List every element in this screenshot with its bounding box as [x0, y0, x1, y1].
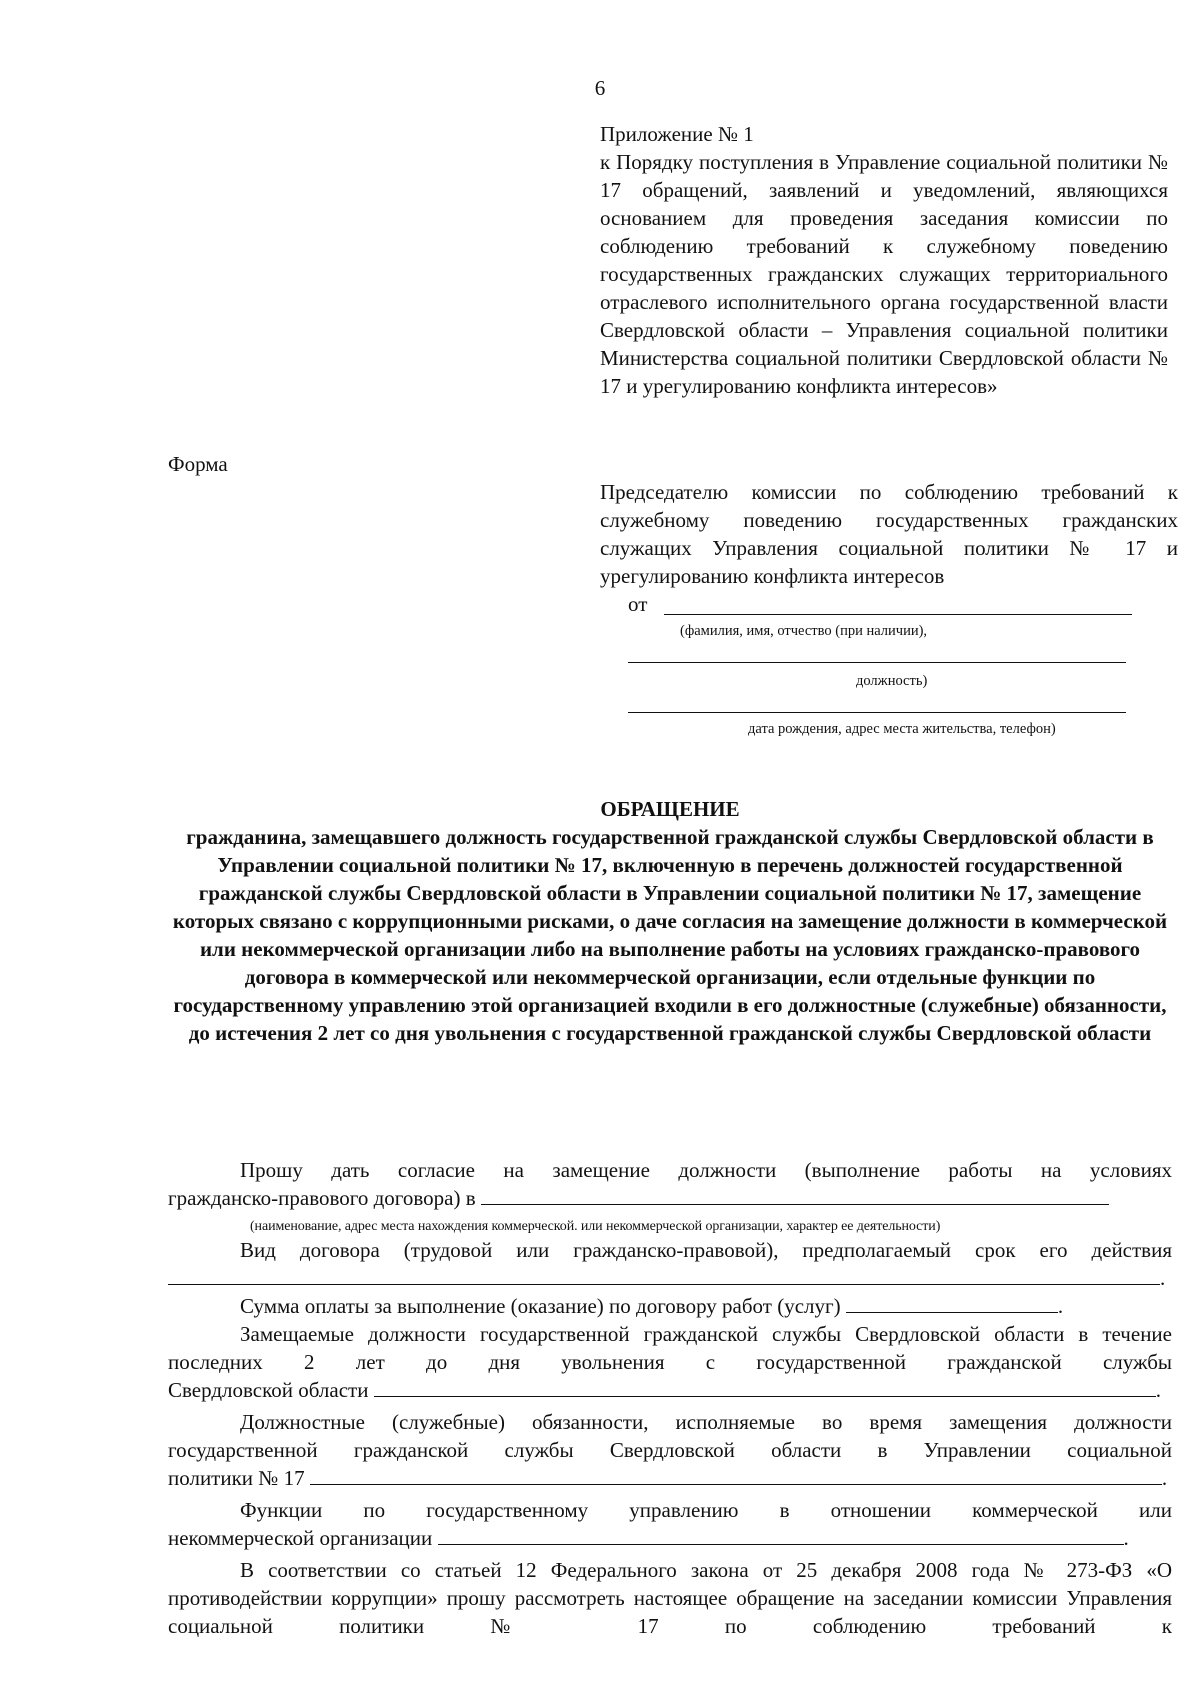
organization-field[interactable] [481, 1186, 1109, 1205]
appendix-block [600, 120, 1168, 400]
payment-field[interactable] [846, 1294, 1058, 1313]
p4-text: Замещаемые должности государственной гражданской службы Свердловской области в течение последних 2 лет до дня увольнения с государственной гражданской службы [168, 1322, 1172, 1374]
p1-line2 [168, 1184, 1172, 1212]
contract-type-field[interactable] [168, 1266, 1160, 1285]
from-word: от [628, 592, 648, 616]
p6-line2 [168, 1524, 1172, 1552]
hint-position: должность) [856, 673, 928, 689]
from-row [628, 592, 1132, 620]
p6-label: некоммерческой организации [168, 1526, 433, 1550]
p1-line1: Прошу дать согласие на замещение должности (выполнение работы на условиях [240, 1158, 1172, 1182]
organization-hint: (наименование, адрес места нахождения коммерческой. или некоммерческой организации, характер ее деятельности) [250, 1219, 941, 1234]
appendix-title: Приложение № 1 [600, 122, 754, 146]
from-name-line[interactable] [664, 614, 1132, 615]
birth-address-line[interactable] [628, 712, 1126, 713]
heading-subtitle: гражданина, замещавшего должность государственной гражданской службы Свердловской области в Управлении социальной политики № 17, включенную в перечень должностей государственной гражданской службы Свердловской области в Управлении социальной политики № 17, замещение которых связано с коррупционными рисками, о даче согласия на замещение должности в коммерческой или некоммерческой организации либо на выполнение работы на условиях гражданско-правового договора в коммерческой или некоммерческой организации, если отдельные функции по государственному управлению этой организацией входили в его должностные (служебные) обязанности, до истечения 2 лет со дня увольнения с государственной гражданской службы Свердловской области [172, 825, 1168, 1045]
hint-name: (фамилия, имя, отчество (при наличии), [680, 623, 928, 639]
dot: . [1155, 1378, 1161, 1402]
appeal-heading [168, 795, 1172, 1047]
p1-label: гражданско-правового договора) в [168, 1186, 476, 1210]
p5-text: Должностные (служебные) обязанности, исполняемые во время замещения должности государственной гражданской службы Свердловской области в Управлении социальной [168, 1410, 1172, 1462]
page-number: 6 [594, 76, 606, 100]
addressee-block: Председателю комиссии по соблюдению требований к служебному поведению государственных гражданских служащих Управления социальной политики № 17 и урегулированию конфликта интересов [600, 480, 1178, 588]
appendix-text: к Порядку поступления в Управление социальной политики № 17 обращений, заявлений и уведомлений, являющихся основанием для проведения заседания комиссии по соблюдению требований к служебному поведению государственных гражданских служащих территориального отраслевого исполнительного органа государственной власти Свердловской области – Управления социальной политики Министерства социальной политики Свердловской области № 17 и урегулированию конфликта интересов» [600, 150, 1168, 398]
heading-title: ОБРАЩЕНИЕ [600, 797, 740, 821]
dot: . [1161, 1466, 1168, 1490]
p2-line2 [168, 1264, 1172, 1292]
dot: . [1160, 1266, 1166, 1290]
p5-label: политики № 17 [168, 1466, 305, 1490]
dot: . [1057, 1294, 1064, 1318]
form-label: Форма [168, 452, 228, 476]
p6-line1: Функции по государственному управлению в отношении коммерческой или [240, 1498, 1172, 1522]
dot: . [1123, 1526, 1129, 1550]
position-line[interactable] [628, 662, 1126, 663]
p4-label: Свердловской области [168, 1378, 369, 1402]
p7-text: В соответствии со статьей 12 Федерального закона от 25 декабря 2008 года № 273-ФЗ «О противодействии коррупции» прошу рассмотреть настоящее обращение на заседании комиссии Управления социальной политики № 17 по соблюдению требований к [168, 1558, 1172, 1638]
p3 [168, 1292, 1172, 1320]
p2-line1: Вид договора (трудовой или гражданско-правовой), предполагаемый срок его действия [240, 1238, 1172, 1262]
functions-field[interactable] [438, 1526, 1124, 1545]
p5-line3 [168, 1464, 1172, 1492]
previous-positions-field[interactable] [374, 1378, 1156, 1397]
hint-birth: дата рождения, адрес места жительства, телефон) [748, 721, 1056, 737]
p3-label: Сумма оплаты за выполнение (оказание) по договору работ (услуг) [240, 1294, 841, 1318]
duties-field[interactable] [310, 1466, 1162, 1485]
p4-line3 [168, 1376, 1172, 1404]
